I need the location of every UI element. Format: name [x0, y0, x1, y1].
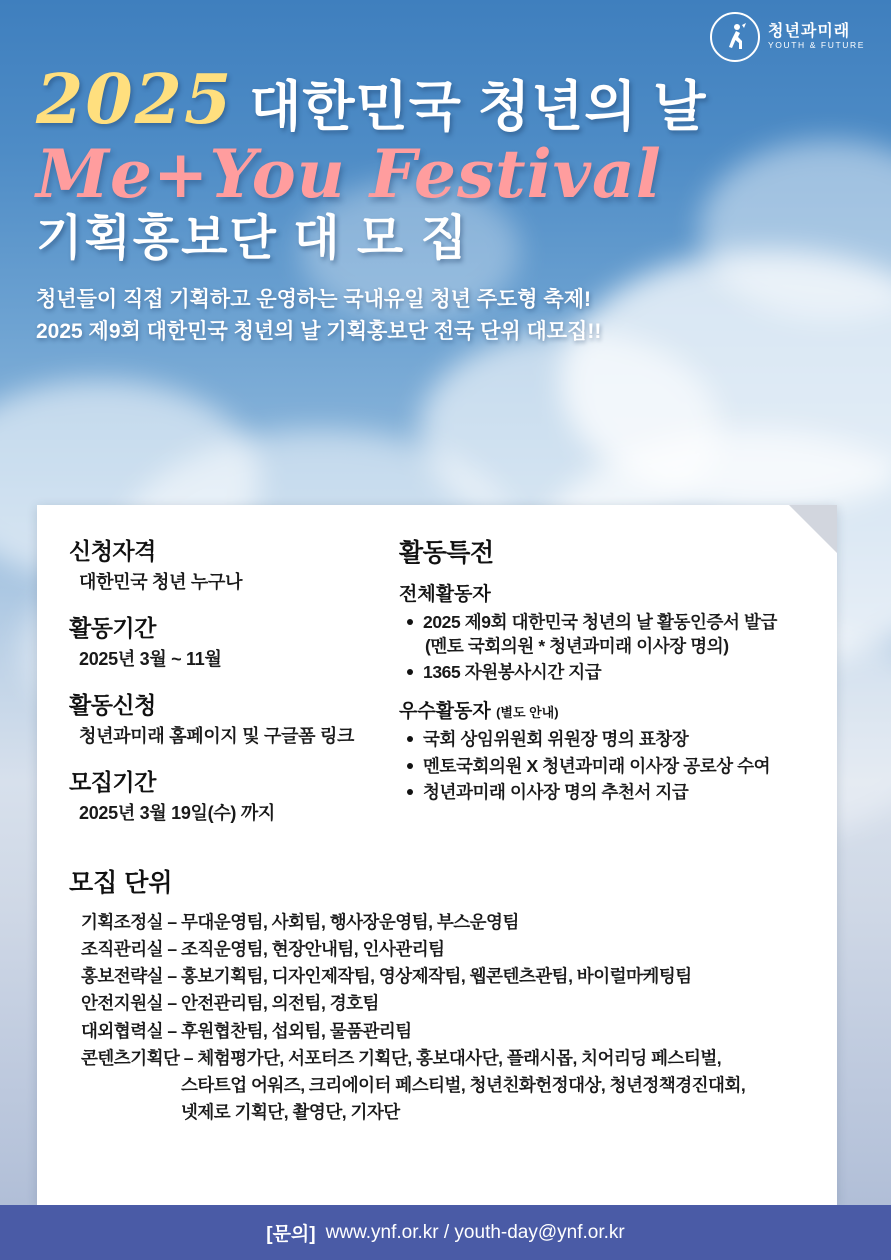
unit-teams: 안전관리팀, 의전팀, 경호팀	[181, 993, 379, 1014]
all-participants-title: 전체활동자	[399, 584, 491, 605]
benefits-title: 활동특전	[399, 539, 494, 567]
unit-row	[81, 936, 805, 963]
excellent-title-text: 우수활동자	[399, 701, 491, 723]
apply-title: 활동신청	[69, 692, 156, 718]
logo-name-en: YOUTH & FUTURE	[767, 39, 865, 50]
unit-teams: 후원협찬팀, 섭외팀, 물품관리팀	[181, 1020, 412, 1041]
panel-right-column	[389, 533, 805, 841]
unit-name: 콘텐츠기획단 –	[81, 1047, 194, 1068]
unit-name: 안전지원실 –	[81, 993, 177, 1014]
unit-teams-last-line: 넷제로 기획단, 촬영단, 기자단	[181, 1101, 400, 1122]
info-panel	[37, 505, 837, 1205]
apply-body: 청년과미래 홈페이지 및 구글폼 링크	[79, 726, 355, 746]
period-title: 활동기간	[69, 615, 156, 641]
benefit-line-2: (멘토 국회의원 * 청년과미래 이사장 명의)	[425, 636, 729, 657]
logo-name-kr: 청년과미래	[767, 23, 851, 41]
footer-inquiry-label: [문의]	[266, 1224, 316, 1245]
headline-sub-line-1: 청년들이 직접 기획하고 운영하는 국내유일 청년 주도형 축제!	[36, 288, 591, 312]
unit-row	[81, 963, 805, 990]
recruiting-units-section	[69, 863, 805, 1126]
headline-sub-line-2: 2025 제9회 대한민국 청년의 날 기획홍보단 전국 단위 대모집!!	[36, 319, 602, 343]
unit-name: 대외협력실 –	[81, 1020, 177, 1041]
period-body: 2025년 3월 ~ 11월	[79, 649, 222, 669]
headline-block	[36, 60, 707, 347]
organization-logo	[710, 12, 865, 62]
headline-title-en: Me+You Festival	[36, 135, 662, 213]
runner-torch-icon	[710, 12, 760, 62]
unit-row	[81, 1045, 805, 1072]
unit-name: 기획조정실 –	[81, 912, 177, 932]
recruit-period-body: 2025년 3월 19일(수) 까지	[79, 803, 275, 823]
unit-teams: 조직운영팀, 현장안내팀, 인사관리팀	[181, 939, 445, 960]
benefit-item	[423, 660, 805, 684]
excellent-benefit-item: 국회 상임위원회 위원장 명의 표창장	[423, 727, 805, 751]
unit-row	[81, 1018, 805, 1045]
benefit-line-1: 2025 제9회 대한민국 청년의 날 활동인증서 발급	[423, 612, 778, 632]
unit-teams: 무대운영팀, 사회팀, 행사장운영팀, 부스운영팀	[181, 912, 519, 932]
excellent-title-note: (별도 안내)	[496, 705, 559, 721]
unit-teams-continued: 스타트업 어워즈, 크리에이터 페스티벌, 청년친화헌정대상, 청년정책경진대회,	[181, 1074, 746, 1095]
panel-left-column	[69, 533, 389, 841]
recruiting-units-title: 모집 단위	[69, 869, 173, 897]
unit-name: 홍보전략실 –	[81, 966, 177, 987]
excellent-participants-title	[399, 696, 805, 723]
headline-main: 기획홍보단 대 모 집	[36, 212, 469, 266]
excellent-benefit-item: 청년과미래 이사장 명의 추천서 지급	[423, 780, 805, 804]
recruit-period-title: 모집기간	[69, 769, 156, 795]
headline-title-kr: 대한민국 청년의 날	[249, 77, 707, 137]
unit-row	[81, 909, 805, 936]
benefit-line-1: 1365 자원봉사시간 지급	[423, 662, 602, 683]
unit-name: 조직관리실 –	[81, 939, 177, 960]
benefit-item	[423, 610, 805, 658]
unit-teams: 홍보기획팀, 디자인제작팀, 영상제작팀, 웹콘텐츠관팀, 바이럴마케팅팀	[181, 966, 692, 987]
excellent-benefit-item: 멘토국회의원 X 청년과미래 이사장 공로상 수여	[423, 754, 805, 778]
headline-year: 2025	[36, 60, 234, 140]
footer-contact-info[interactable]: www.ynf.or.kr / youth-day@ynf.or.kr	[325, 1221, 625, 1243]
qualification-title: 신청자격	[69, 538, 156, 564]
qualification-body: 대한민국 청년 누구나	[79, 572, 243, 592]
footer-bar	[0, 1205, 891, 1260]
unit-row	[81, 990, 805, 1017]
unit-teams: 체험평가단, 서포터즈 기획단, 홍보대사단, 플래시몹, 치어리딩 페스티벌,	[197, 1047, 722, 1068]
